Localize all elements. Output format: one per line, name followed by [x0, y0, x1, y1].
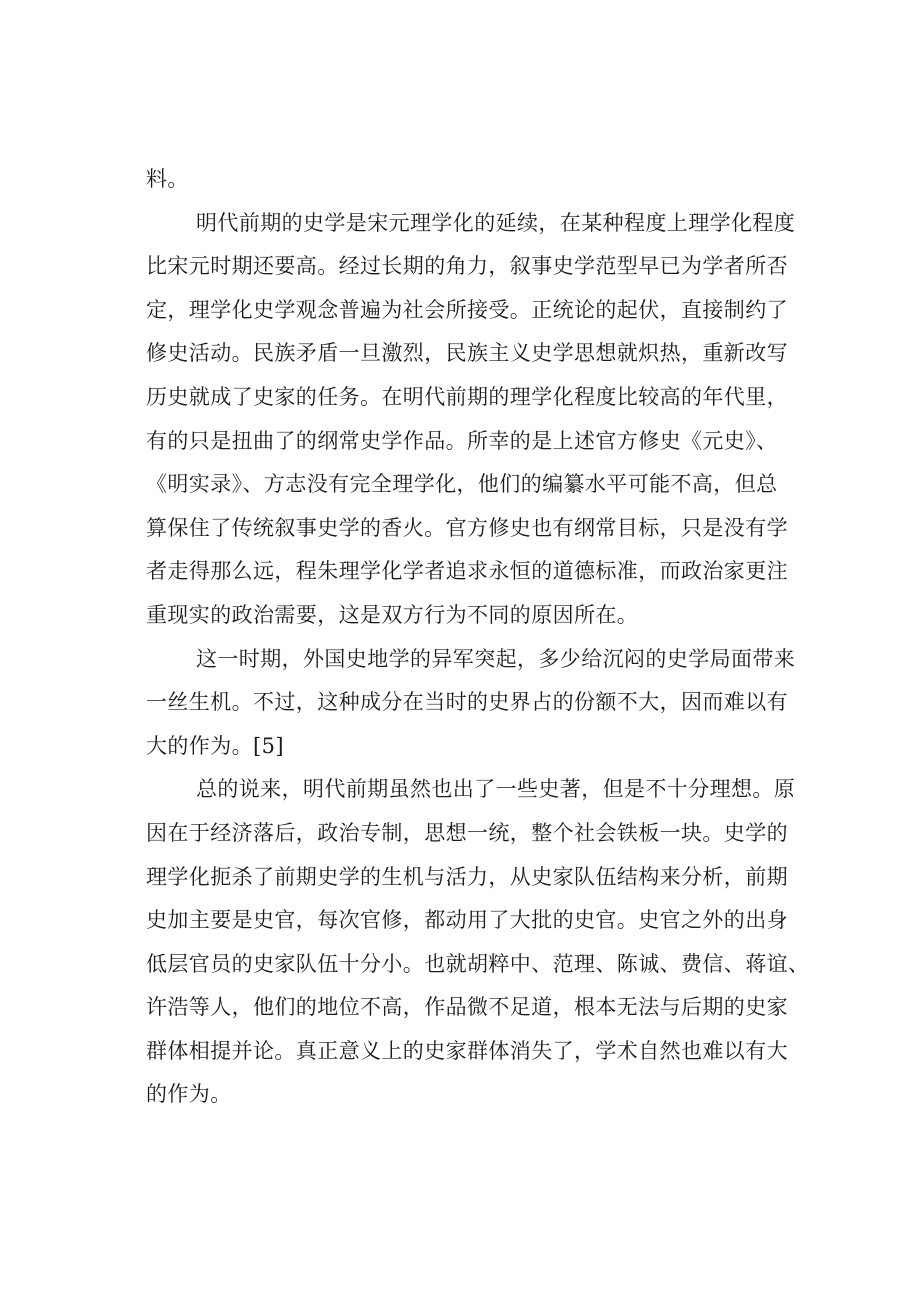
text-line: 的作为。 — [146, 1082, 232, 1107]
text-line: 者走得那么远，程朱理学化学者追求永恒的道德标准，而政治家更注 — [146, 559, 788, 584]
text-line: 《明实录》、方志没有完全理学化，他们的编纂水平可能不高，但总 — [146, 472, 778, 497]
paragraph-4 — [146, 768, 810, 1117]
text-line: 理学化扼杀了前期史学的生机与活力，从史家队伍结构来分析，前期 — [146, 864, 788, 889]
text-line: 定，理学化史学观念普遍为社会所接受。正统论的起伏，直接制约了 — [146, 297, 788, 322]
text-line: 历史就成了史家的任务。在明代前期的理学化程度比较高的年代里， — [146, 384, 788, 409]
text-line: 修史活动。民族矛盾一旦激烈，民族主义史学思想就炽热，重新改写 — [146, 341, 788, 366]
text-line: 因在于经济落后，政治专制，思想一统，整个社会铁板一块。史学的 — [146, 820, 788, 845]
text-line: 明代前期的史学是宋元理学化的延续，在某种程度上理学化程度 — [196, 210, 796, 235]
paragraph-3 — [146, 638, 796, 769]
text-line: 大的作为。[5] — [146, 733, 284, 758]
paragraph-1 — [146, 158, 786, 202]
text-line: 群体相提并论。真正意义上的史家群体消失了，学术自然也难以有大 — [146, 1038, 788, 1063]
text-line: 料。 — [146, 167, 189, 191]
text-line: 低层官员的史家队伍十分小。也就胡粹中、范理、陈诚、费信、蒋谊、 — [146, 951, 810, 976]
text-line: 重现实的政治需要，这是双方行为不同的原因所在。 — [146, 602, 639, 627]
text-line: 算保住了传统叙事史学的香火。官方修史也有纲常目标，只是没有学 — [146, 515, 788, 540]
text-line: 这一时期，外国史地学的异军突起，多少给沉闷的史学局面带来 — [196, 646, 796, 671]
text-line: 史加主要是史官，每次官修，都动用了大批的史官。史官之外的出身 — [146, 908, 788, 933]
text-line: 有的只是扭曲了的纲常史学作品。所幸的是上述官方修史《元史》、 — [146, 428, 778, 453]
text-line: 比宋元时期还要高。经过长期的角力，叙事史学范型早已为学者所否 — [146, 254, 788, 279]
paragraph-2 — [146, 202, 796, 638]
text-line: 一丝生机。不过，这种成分在当时的史界占的份额不大，因而难以有 — [146, 690, 788, 715]
text-line: 许浩等人，他们的地位不高，作品微不足道，根本无法与后期的史家 — [146, 995, 788, 1020]
text-line: 总的说来，明代前期虽然也出了一些史著，但是不十分理想。原 — [196, 777, 796, 802]
body-text — [146, 158, 810, 1117]
